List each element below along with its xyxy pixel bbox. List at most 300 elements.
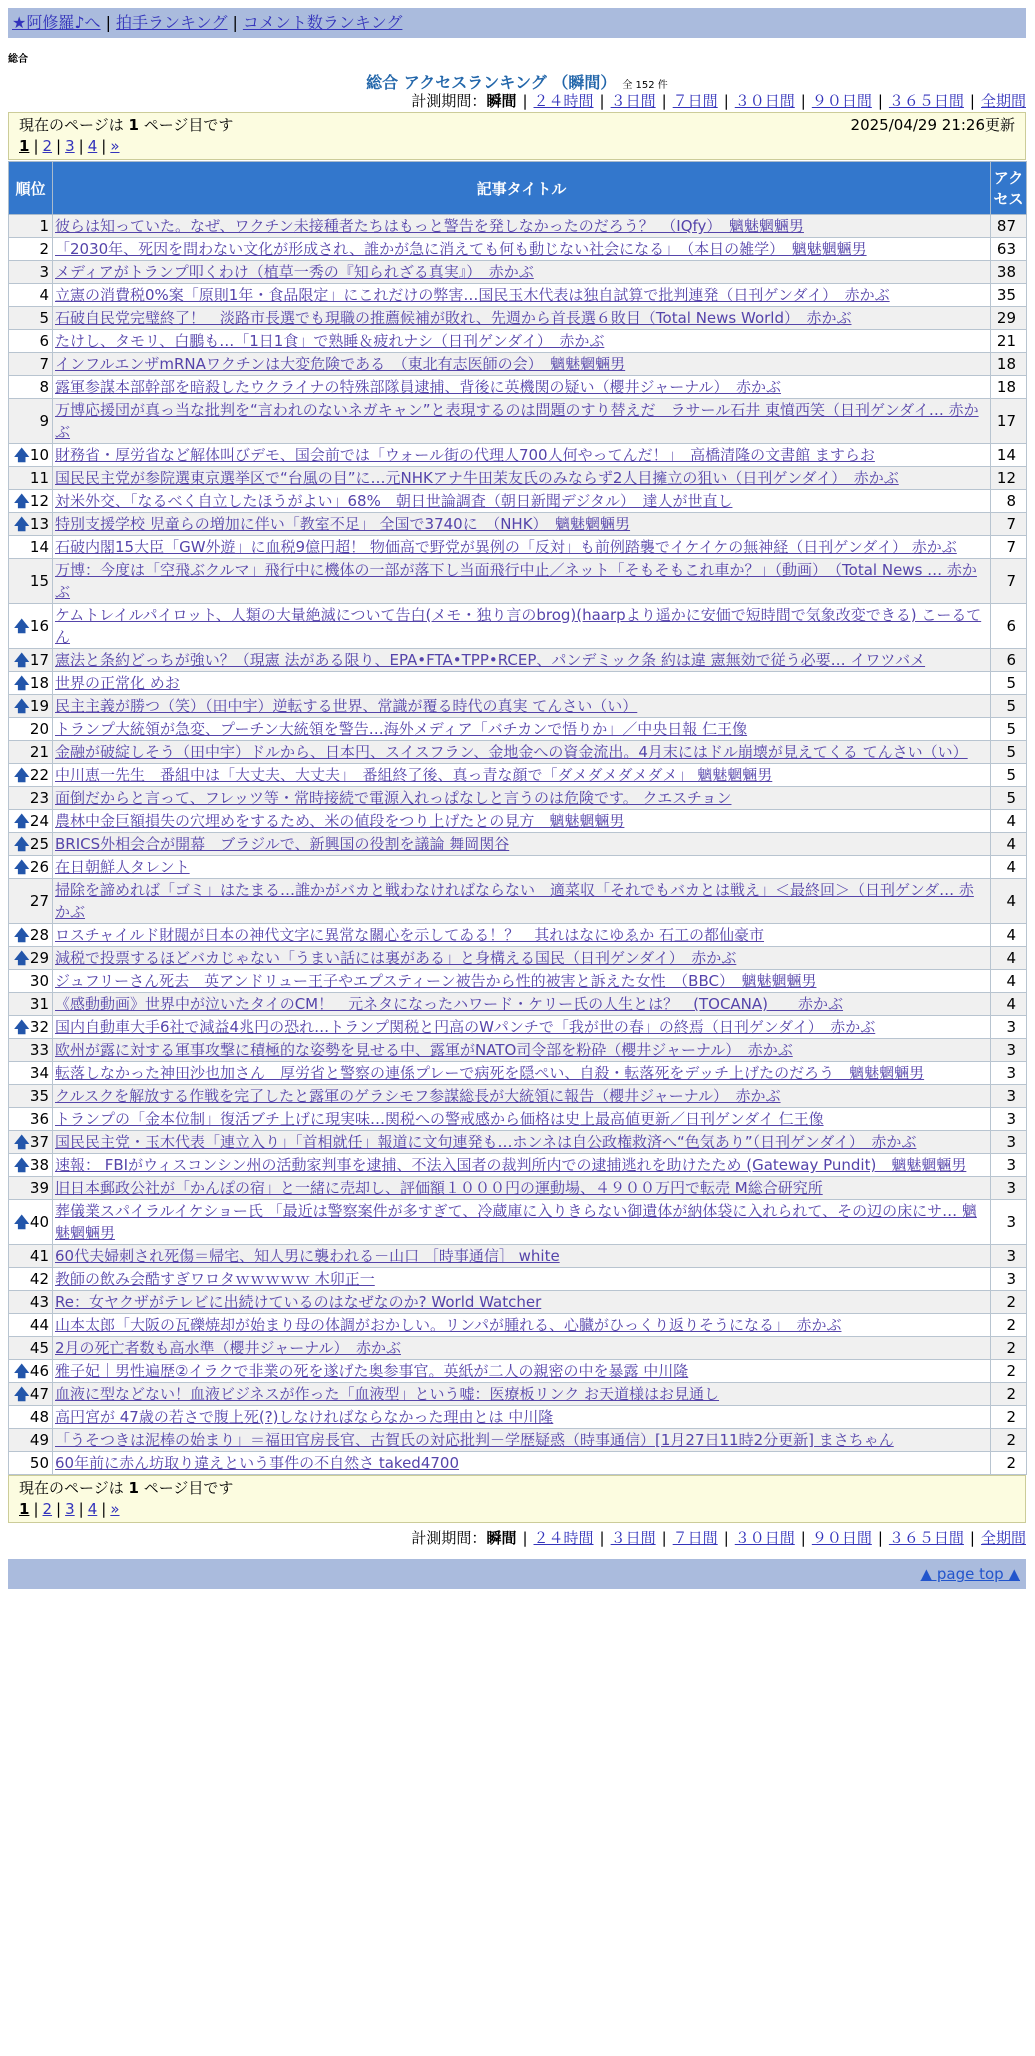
rank-cell — [9, 1383, 53, 1406]
access-count: 21 — [991, 330, 1027, 353]
rank-number: 39 — [29, 1179, 49, 1197]
title-cell — [53, 1131, 991, 1154]
title-cell — [53, 1314, 991, 1337]
access-count: 2 — [991, 1360, 1027, 1383]
rank-up-icon: 🡅 — [14, 949, 30, 967]
rank-number: 50 — [29, 1454, 49, 1472]
period-label: 計測期間： — [411, 1529, 487, 1547]
article-link[interactable]: 在日朝鮮人タレント — [55, 858, 190, 876]
table-row — [9, 353, 1027, 376]
access-count: 2 — [991, 1452, 1027, 1475]
access-count: 3 — [991, 1062, 1027, 1085]
title-cell — [53, 1291, 991, 1314]
table-row — [9, 672, 1027, 695]
page-current: 1 — [19, 137, 30, 155]
title-cell — [53, 559, 991, 604]
page-link[interactable]: 2 — [42, 137, 53, 155]
article-link[interactable]: 国内自動車大手6社で減益4兆円の恐れ…トランプ関税と円高のWパンチで「我が世の春」の終焉（日刊ゲンダイ） 赤かぶ — [55, 1018, 876, 1036]
rank-cell — [9, 1200, 53, 1245]
rank-cell — [9, 649, 53, 672]
table-header — [9, 162, 1027, 215]
rank-number: 6 — [39, 332, 49, 350]
table-row — [9, 330, 1027, 353]
title-cell — [53, 215, 991, 238]
table-row — [9, 1291, 1027, 1314]
article-link[interactable]: 露軍参謀本部幹部を暗殺したウクライナの特殊部隊員逮捕、背後に英機関の疑い（櫻井ジャーナル） 赤かぶ — [55, 378, 782, 396]
period-separator: | — [969, 1529, 975, 1547]
rank-number: 25 — [29, 835, 49, 853]
access-count: 17 — [991, 399, 1027, 444]
rank-number: 27 — [29, 892, 49, 910]
period-link[interactable]: 全期間 — [980, 1529, 1026, 1547]
article-link[interactable]: 血液に型などない！血液ビジネスが作った「血液型」という嘘：医療板リンク お天道様はお見通し — [55, 1385, 720, 1403]
table-row — [9, 993, 1027, 1016]
access-count: 12 — [991, 467, 1027, 490]
article-link[interactable]: 万博：今度は「空飛ぶクルマ」飛行中に機体の一部が落下し当面飛行中止／ネット「そもそもこれ車か？」（動画） （Total News … 赤かぶ — [55, 561, 977, 601]
article-link[interactable]: 旧日本郵政公社が「かんぽの宿」と一緒に売却し、評価額１０００円の運動場、４９００万円で転売 M総合研究所 — [55, 1179, 823, 1197]
rank-number: 10 — [29, 446, 49, 464]
access-count: 4 — [991, 947, 1027, 970]
article-link[interactable]: 《感動動画》世界中が泣いたタイのCM！ 元ネタになったハワード・ケリー氏の人生とは？ (TOCANA) 赤かぶ — [55, 995, 844, 1013]
page-separator: | — [33, 1500, 39, 1518]
title-cell — [53, 741, 991, 764]
rank-cell — [9, 741, 53, 764]
article-link[interactable]: Re：女ヤクザがテレビに出続けているのはなぜなのか? World Watcher — [55, 1293, 542, 1311]
rank-number: 47 — [29, 1385, 49, 1403]
ranking-table — [8, 161, 1027, 1475]
article-link[interactable]: 60年前に赤ん坊取り違えという事件の不自然さ taked4700 — [55, 1454, 460, 1472]
table-row — [9, 1383, 1027, 1406]
period-link[interactable]: ２４時間 — [533, 92, 594, 110]
rank-cell — [9, 947, 53, 970]
rank-cell — [9, 1360, 53, 1383]
title-cell — [53, 399, 991, 444]
period-link[interactable]: ３０日間 — [734, 92, 795, 110]
col-access-header: アクセス — [991, 162, 1027, 215]
table-row — [9, 741, 1027, 764]
table-row — [9, 718, 1027, 741]
article-link[interactable]: 農林中金巨額損失の穴埋めをするため、米の値段をつり上げたとの見方 魑魅魍魎男 — [55, 812, 625, 830]
article-link[interactable]: トランプ大統領が急変、プーチン大統領を警告…海外メディア「バチカンで悟りか」／中央日報 仁王像 — [55, 720, 748, 738]
article-link[interactable]: 速報： FBIがウィスコンシン州の活動家判事を逮捕、不法入国者の裁判所内での逮捕逃れを助けたため (Gateway Pundit) 魑魅魍魎男 — [55, 1156, 967, 1174]
top-nav — [8, 8, 1026, 38]
table-row — [9, 1154, 1027, 1177]
page-link[interactable]: 4 — [87, 1500, 98, 1518]
rank-cell — [9, 1291, 53, 1314]
period-link[interactable]: ９０日間 — [811, 92, 872, 110]
article-link[interactable]: 石破自民党完璧終了！ 淡路市長選でも現職の推薦候補が敗れ、先週から首長選６敗目（Total News World） 赤かぶ — [55, 309, 852, 327]
access-count: 4 — [991, 924, 1027, 947]
title-cell — [53, 604, 991, 649]
access-count: 18 — [991, 353, 1027, 376]
title-cell — [53, 1016, 991, 1039]
rank-up-icon: 🡅 — [14, 812, 30, 830]
access-count: 4 — [991, 970, 1027, 993]
rank-cell — [9, 444, 53, 467]
page-separator: | — [101, 1500, 107, 1518]
article-link[interactable]: 減税で投票するほどバカじゃない「うまい話には裏がある」と身構える国民（日刊ゲンダイ） 赤かぶ — [55, 949, 737, 967]
access-count: 3 — [991, 1177, 1027, 1200]
access-count: 5 — [991, 764, 1027, 787]
article-link[interactable]: 掃除を諦めれば「ゴミ」はたまる…誰かがバカと戦わなければならない 適菜収「それでもバカとは戦え」＜最終回＞（日刊ゲンダ… 赤かぶ — [55, 881, 974, 921]
rank-number: 22 — [29, 766, 49, 784]
rank-up-icon: 🡅 — [14, 1213, 30, 1231]
table-row — [9, 399, 1027, 444]
rank-up-icon: 🡅 — [14, 1385, 30, 1403]
title-cell — [53, 444, 991, 467]
rank-cell — [9, 1062, 53, 1085]
comment-ranking-link[interactable]: コメント数ランキング — [242, 13, 403, 32]
table-row — [9, 787, 1027, 810]
table-row — [9, 1039, 1027, 1062]
access-count: 38 — [991, 261, 1027, 284]
access-count: 29 — [991, 307, 1027, 330]
table-row — [9, 376, 1027, 399]
article-link[interactable]: 民主主義が勝つ（笑）（田中宇）逆転する世界、常識が覆る時代の真実 てんさい（い） — [55, 697, 638, 715]
rank-cell — [9, 970, 53, 993]
article-link[interactable]: 立憲の消費税0%案「原則1年・食品限定」にこれだけの弊害…国民玉木代表は独自試算で批判連発（日刊ゲンダイ） 赤かぶ — [55, 286, 890, 304]
period-link[interactable]: ７日間 — [672, 1529, 718, 1547]
rank-number: 28 — [29, 926, 49, 944]
article-link[interactable]: 特別支援学校 児童らの増加に伴い「教室不足」 全国で3740に （NHK） 魑魅魍魎男 — [55, 515, 631, 533]
rank-number: 7 — [39, 355, 49, 373]
page-link[interactable]: 3 — [65, 1500, 75, 1518]
title-cell — [53, 695, 991, 718]
rank-cell — [9, 764, 53, 787]
rank-number: 2 — [39, 240, 49, 258]
access-count: 7 — [991, 536, 1027, 559]
title-cell — [53, 649, 991, 672]
rank-number: 3 — [39, 263, 49, 281]
rank-cell — [9, 399, 53, 444]
table-row — [9, 215, 1027, 238]
title-cell — [53, 833, 991, 856]
title-cell — [53, 1062, 991, 1085]
period-link[interactable]: 全期間 — [980, 92, 1026, 110]
table-row — [9, 1314, 1027, 1337]
page-separator: | — [56, 137, 62, 155]
access-count: 5 — [991, 718, 1027, 741]
period-link[interactable]: ３日間 — [610, 1529, 656, 1547]
article-link[interactable]: 世界の正常化 めお — [55, 674, 180, 692]
article-link[interactable]: 高円宮が 47歳の若さで腹上死(?)しなければならなかった理由とは 中川隆 — [55, 1408, 554, 1426]
rank-cell — [9, 924, 53, 947]
page-separator: | — [78, 1500, 84, 1518]
article-link[interactable]: インフルエンザmRNAワクチンは大変危険である （東北有志医師の会） 魑魅魍魎男 — [55, 355, 626, 373]
rank-cell — [9, 467, 53, 490]
table-row — [9, 1245, 1027, 1268]
rank-cell — [9, 330, 53, 353]
table-row — [9, 559, 1027, 604]
article-link[interactable]: 金融が破綻しそう（田中宇）ドルから、日本円、スイスフラン、金地金への資金流出。4月末にはドル崩壊が見えてくる てんさい（い） — [55, 743, 968, 761]
rank-up-icon: 🡅 — [14, 835, 30, 853]
access-count: 3 — [991, 1085, 1027, 1108]
table-row — [9, 238, 1027, 261]
table-row — [9, 1131, 1027, 1154]
access-count: 2 — [991, 1429, 1027, 1452]
rank-up-icon: 🡅 — [14, 766, 30, 784]
article-link[interactable]: 葬儀業スパイラルイケショー氏 「最近は警察案件が多すぎて、冷蔵庫に入りきらない御遺体が納体袋に入れられて、その辺の床にサ… 魑魅魍魎男 — [55, 1202, 977, 1242]
period-selector-bottom — [8, 1527, 1026, 1549]
article-link[interactable]: 雅子妃｜男性遍歴②イラクで非業の死を遂げた奥参事官。英紙が二人の親密の中を暴露 中川隆 — [55, 1362, 689, 1380]
article-link[interactable]: 財務省・厚労省など解体叫びデモ、国会前では「ウォール街の代理人700人何やってんだ！」 高橋清隆の文書館 ますらお — [55, 446, 875, 464]
rank-number: 33 — [29, 1041, 49, 1059]
article-link[interactable]: 欧州が露に対する軍事攻撃に積極的な姿勢を見せる中、露軍がNATO司令部を粉砕（櫻井ジャーナル） 赤かぶ — [55, 1041, 793, 1059]
table-row — [9, 879, 1027, 924]
page-separator: | — [101, 137, 107, 155]
title-cell — [53, 1337, 991, 1360]
period-separator: | — [599, 1529, 605, 1547]
article-link[interactable]: 憲法と条約どっちが強い？（現憲 法がある限り、EPA•FTA•TPP•RCEP、パンデミック条 約は違 憲無効で従う必要… イワツバメ — [55, 651, 926, 669]
access-count: 8 — [991, 490, 1027, 513]
period-link[interactable]: ３６５日間 — [888, 1529, 964, 1547]
access-count: 2 — [991, 1406, 1027, 1429]
article-link[interactable]: 面倒だからと言って、フレッツ等・常時接続で電源入れっぱなしと言うのは危険です。 クエスチョン — [55, 789, 732, 807]
footer-bar — [8, 1559, 1026, 1589]
article-link[interactable]: 「2030年、死因を問わない文化が形成され、誰かが急に消えても何も動じない社会になる」 （本日の雑学） 魑魅魍魎男 — [55, 240, 867, 258]
access-count: 3 — [991, 1200, 1027, 1245]
table-row — [9, 444, 1027, 467]
title-cell — [53, 490, 991, 513]
period-link[interactable]: ９０日間 — [811, 1529, 872, 1547]
rank-up-icon: 🡅 — [14, 651, 30, 669]
article-link[interactable]: 国民民主党が参院選東京選挙区で“台風の目”に…元NHKアナ牛田茉友氏のみならず2人目擁立の狙い（日刊ゲンダイ） 赤かぶ — [55, 469, 899, 487]
table-row — [9, 764, 1027, 787]
table-row — [9, 307, 1027, 330]
table-row — [9, 513, 1027, 536]
rank-number: 21 — [29, 743, 49, 761]
period-link[interactable]: ７日間 — [672, 92, 718, 110]
period-separator: | — [723, 92, 729, 110]
period-separator: | — [522, 92, 528, 110]
title-cell — [53, 467, 991, 490]
table-row — [9, 467, 1027, 490]
rank-number: 19 — [29, 697, 49, 715]
page-title: 総合 アクセスランキング （瞬間） — [366, 73, 617, 92]
title-cell — [53, 1406, 991, 1429]
article-link[interactable]: クルスクを解放する作戦を完了したと露軍のゲラシモフ参謀総長が大統領に報告（櫻井ジャーナル） 赤かぶ — [55, 1087, 781, 1105]
current-page-text: 現在のページは 1 ページ目です — [19, 116, 234, 134]
access-count: 4 — [991, 810, 1027, 833]
rank-cell — [9, 718, 53, 741]
nav-separator: | — [232, 13, 238, 32]
rank-number: 26 — [29, 858, 49, 876]
article-link[interactable]: BRICS外相会合が開幕 ブラジルで、新興国の役割を議論 舞岡関谷 — [55, 835, 510, 853]
title-cell — [53, 1245, 991, 1268]
article-link[interactable]: 石破内閣15大臣「GW外遊」に血税9億円超！ 物価高で野党が異例の「反対」も前例踏襲でイケイケの無神経（日刊ゲンダイ） 赤かぶ — [55, 538, 957, 556]
rank-number: 20 — [29, 720, 49, 738]
rank-number: 9 — [39, 412, 49, 430]
table-row — [9, 490, 1027, 513]
rank-number: 38 — [29, 1156, 49, 1174]
access-count: 3 — [991, 1154, 1027, 1177]
rank-up-icon: 🡅 — [14, 674, 30, 692]
rank-up-icon: 🡅 — [14, 492, 30, 510]
title-cell — [53, 330, 991, 353]
period-link[interactable]: ３０日間 — [734, 1529, 795, 1547]
rank-up-icon: 🡅 — [14, 446, 30, 464]
table-row — [9, 970, 1027, 993]
rank-number: 41 — [29, 1247, 49, 1265]
next-page-link[interactable]: » — [110, 137, 120, 155]
table-row — [9, 1429, 1027, 1452]
title-cell — [53, 993, 991, 1016]
article-link[interactable]: ロスチャイルド財閥が日本の神代文字に異常な關心を示してゐる！？ 其れはなにゆゑか 石工の都仙豪市 — [55, 926, 765, 944]
article-link[interactable]: 万博応援団が真っ当な批判を“言われのないネガキャン”と表現するのは問題のすり替えだ ラサール石井 東憤西笑（日刊ゲンダイ… 赤かぶ — [55, 401, 979, 441]
table-row — [9, 1268, 1027, 1291]
rank-cell — [9, 284, 53, 307]
table-row — [9, 810, 1027, 833]
article-link[interactable]: 転落しなかった神田沙也加さん 厚労省と警察の連係プレーで病死を隠ぺい、自殺・転落死をデッチ上げたのだろう 魑魅魍魎男 — [55, 1064, 925, 1082]
title-cell — [53, 1177, 991, 1200]
article-link[interactable]: 山本太郎「大阪の瓦礫焼却が始まり母の体調がおかしい。リンパが腫れる、心臓がひっくり返りそうになる」 赤かぶ — [55, 1316, 842, 1334]
article-link[interactable]: トランプの「金本位制」復活ブチ上げに現実味…関税への警戒感から価格は史上最高値更新／日刊ゲンダイ 仁王像 — [55, 1110, 824, 1128]
access-count: 6 — [991, 604, 1027, 649]
table-row — [9, 1452, 1027, 1475]
rank-number: 46 — [29, 1362, 49, 1380]
rank-up-icon: 🡅 — [14, 1156, 30, 1174]
page-current: 1 — [19, 1500, 30, 1518]
rank-cell — [9, 1177, 53, 1200]
article-link[interactable]: 中川恵一先生 番組中は「大丈夫、大丈夫」 番組終了後、真っ青な顔で「ダメダメダメダメ」 魑魅魍魎男 — [55, 766, 773, 784]
period-link[interactable]: ２４時間 — [533, 1529, 594, 1547]
article-link[interactable]: メディアがトランプ叩くわけ（植草一秀の『知られざる真実』） 赤かぶ — [55, 263, 534, 281]
access-count: 2 — [991, 1383, 1027, 1406]
period-selector-top — [8, 90, 1026, 112]
rank-cell — [9, 1131, 53, 1154]
rank-cell — [9, 672, 53, 695]
access-count: 2 — [991, 1337, 1027, 1360]
page-link[interactable]: 2 — [42, 1500, 53, 1518]
article-link[interactable]: ケムトレイルパイロット、人類の大量絶滅について告白(メモ・独り言のbrog)(haarpより遥かに安価で短時間で気象改変できる) こーるてん — [55, 606, 982, 646]
rank-cell — [9, 833, 53, 856]
page-title-row — [8, 70, 1026, 90]
title-cell — [53, 718, 991, 741]
rank-number: 43 — [29, 1293, 49, 1311]
article-link[interactable]: 対米外交、「なるべく自立したほうがよい」68% 朝日世論調査（朝日新聞デジタル） 達人が世直し — [55, 492, 733, 510]
access-count: 2 — [991, 1314, 1027, 1337]
rank-cell — [9, 1245, 53, 1268]
access-count: 4 — [991, 879, 1027, 924]
rank-up-icon: 🡅 — [14, 1362, 30, 1380]
table-row — [9, 1360, 1027, 1383]
rank-cell — [9, 1108, 53, 1131]
rank-number: 23 — [29, 789, 49, 807]
rank-cell — [9, 238, 53, 261]
article-link[interactable]: たけし、タモリ、白鵬も…「1日1食」で熟睡＆疲れナシ（日刊ゲンダイ） 赤かぶ — [55, 332, 605, 350]
rank-number: 45 — [29, 1339, 49, 1357]
rank-number: 29 — [29, 949, 49, 967]
rank-number: 15 — [29, 572, 49, 590]
next-page-link[interactable]: » — [110, 1500, 120, 1518]
table-row — [9, 1108, 1027, 1131]
rank-cell — [9, 1085, 53, 1108]
title-cell — [53, 261, 991, 284]
article-link[interactable]: 教師の飲み会酷すぎワロタｗｗｗｗｗ 木卯正一 — [55, 1270, 375, 1288]
rank-number: 16 — [29, 617, 49, 635]
access-count: 7 — [991, 513, 1027, 536]
rank-cell — [9, 695, 53, 718]
access-count: 63 — [991, 238, 1027, 261]
rank-number: 8 — [39, 378, 49, 396]
page-link[interactable]: 3 — [65, 137, 75, 155]
rank-up-icon: 🡅 — [14, 1133, 30, 1151]
rank-number: 1 — [39, 217, 49, 235]
rank-number: 4 — [39, 286, 49, 304]
rank-cell — [9, 261, 53, 284]
access-count: 18 — [991, 376, 1027, 399]
rank-cell — [9, 307, 53, 330]
rank-number: 30 — [29, 972, 49, 990]
table-row — [9, 604, 1027, 649]
access-count: 4 — [991, 993, 1027, 1016]
rank-number: 34 — [29, 1064, 49, 1082]
title-cell — [53, 970, 991, 993]
access-count: 2 — [991, 1291, 1027, 1314]
access-count: 3 — [991, 1016, 1027, 1039]
rank-number: 44 — [29, 1316, 49, 1334]
period-link[interactable]: ３６５日間 — [888, 92, 964, 110]
title-cell — [53, 1085, 991, 1108]
page-separator: | — [78, 137, 84, 155]
page-top-link[interactable]: ▲ page top ▲ — [920, 1565, 1020, 1583]
title-cell — [53, 787, 991, 810]
table-row — [9, 1085, 1027, 1108]
table-row — [9, 833, 1027, 856]
table-row — [9, 1177, 1027, 1200]
title-cell — [53, 1452, 991, 1475]
rank-number: 42 — [29, 1270, 49, 1288]
period-current: 瞬間 — [486, 92, 517, 110]
article-link[interactable]: 2月の死亡者数も高水準（櫻井ジャーナル） 赤かぶ — [55, 1339, 401, 1357]
title-cell — [53, 284, 991, 307]
table-row — [9, 649, 1027, 672]
table-row — [9, 261, 1027, 284]
period-separator: | — [877, 92, 883, 110]
article-link[interactable]: 60代夫婦刺され死傷＝帰宅、知人男に襲われる－山口 ［時事通信］ white — [55, 1247, 560, 1265]
rank-number: 32 — [29, 1018, 49, 1036]
period-link[interactable]: ３日間 — [610, 92, 656, 110]
rank-number: 17 — [29, 651, 49, 669]
title-cell — [53, 238, 991, 261]
period-label: 計測期間： — [411, 92, 487, 110]
article-link[interactable]: ジュフリーさん死去 英アンドリュー王子やエプスティーン被告から性的被害と訴えた女性 （BBC） 魑魅魍魎男 — [55, 972, 817, 990]
rank-cell — [9, 1452, 53, 1475]
article-link[interactable]: 彼らは知っていた。なぜ、ワクチン未接種者たちはもっと警告を発しなかったのだろう？ （IQfy） 魑魅魍魎男 — [55, 217, 804, 235]
title-cell — [53, 376, 991, 399]
rank-number: 11 — [29, 469, 49, 487]
period-separator: | — [522, 1529, 528, 1547]
rank-cell — [9, 536, 53, 559]
nav-separator: | — [105, 13, 111, 32]
rank-number: 13 — [29, 515, 49, 533]
page-link[interactable]: 4 — [87, 137, 98, 155]
rank-number: 49 — [29, 1431, 49, 1449]
title-cell — [53, 856, 991, 879]
title-cell — [53, 1108, 991, 1131]
article-link[interactable]: 「うそつきは泥棒の始まり」＝福田官房長官、古賀氏の対応批判－学歴疑惑（時事通信）[1月27日11時2分更新] まさちゃん — [55, 1431, 894, 1449]
access-count: 35 — [991, 284, 1027, 307]
rank-cell — [9, 993, 53, 1016]
access-count: 3 — [991, 1245, 1027, 1268]
applause-ranking-link[interactable]: 拍手ランキング — [115, 13, 228, 32]
title-cell — [53, 1200, 991, 1245]
home-link[interactable]: ★阿修羅♪へ — [12, 13, 101, 32]
period-separator: | — [661, 92, 667, 110]
title-cell — [53, 1039, 991, 1062]
article-link[interactable]: 国民民主党・玉木代表「連立入り」「首相就任」報道に文句連発も…ホンネは自公政権救済へ“色気あり”（日刊ゲンダイ） 赤かぶ — [55, 1133, 917, 1151]
table-row — [9, 1016, 1027, 1039]
